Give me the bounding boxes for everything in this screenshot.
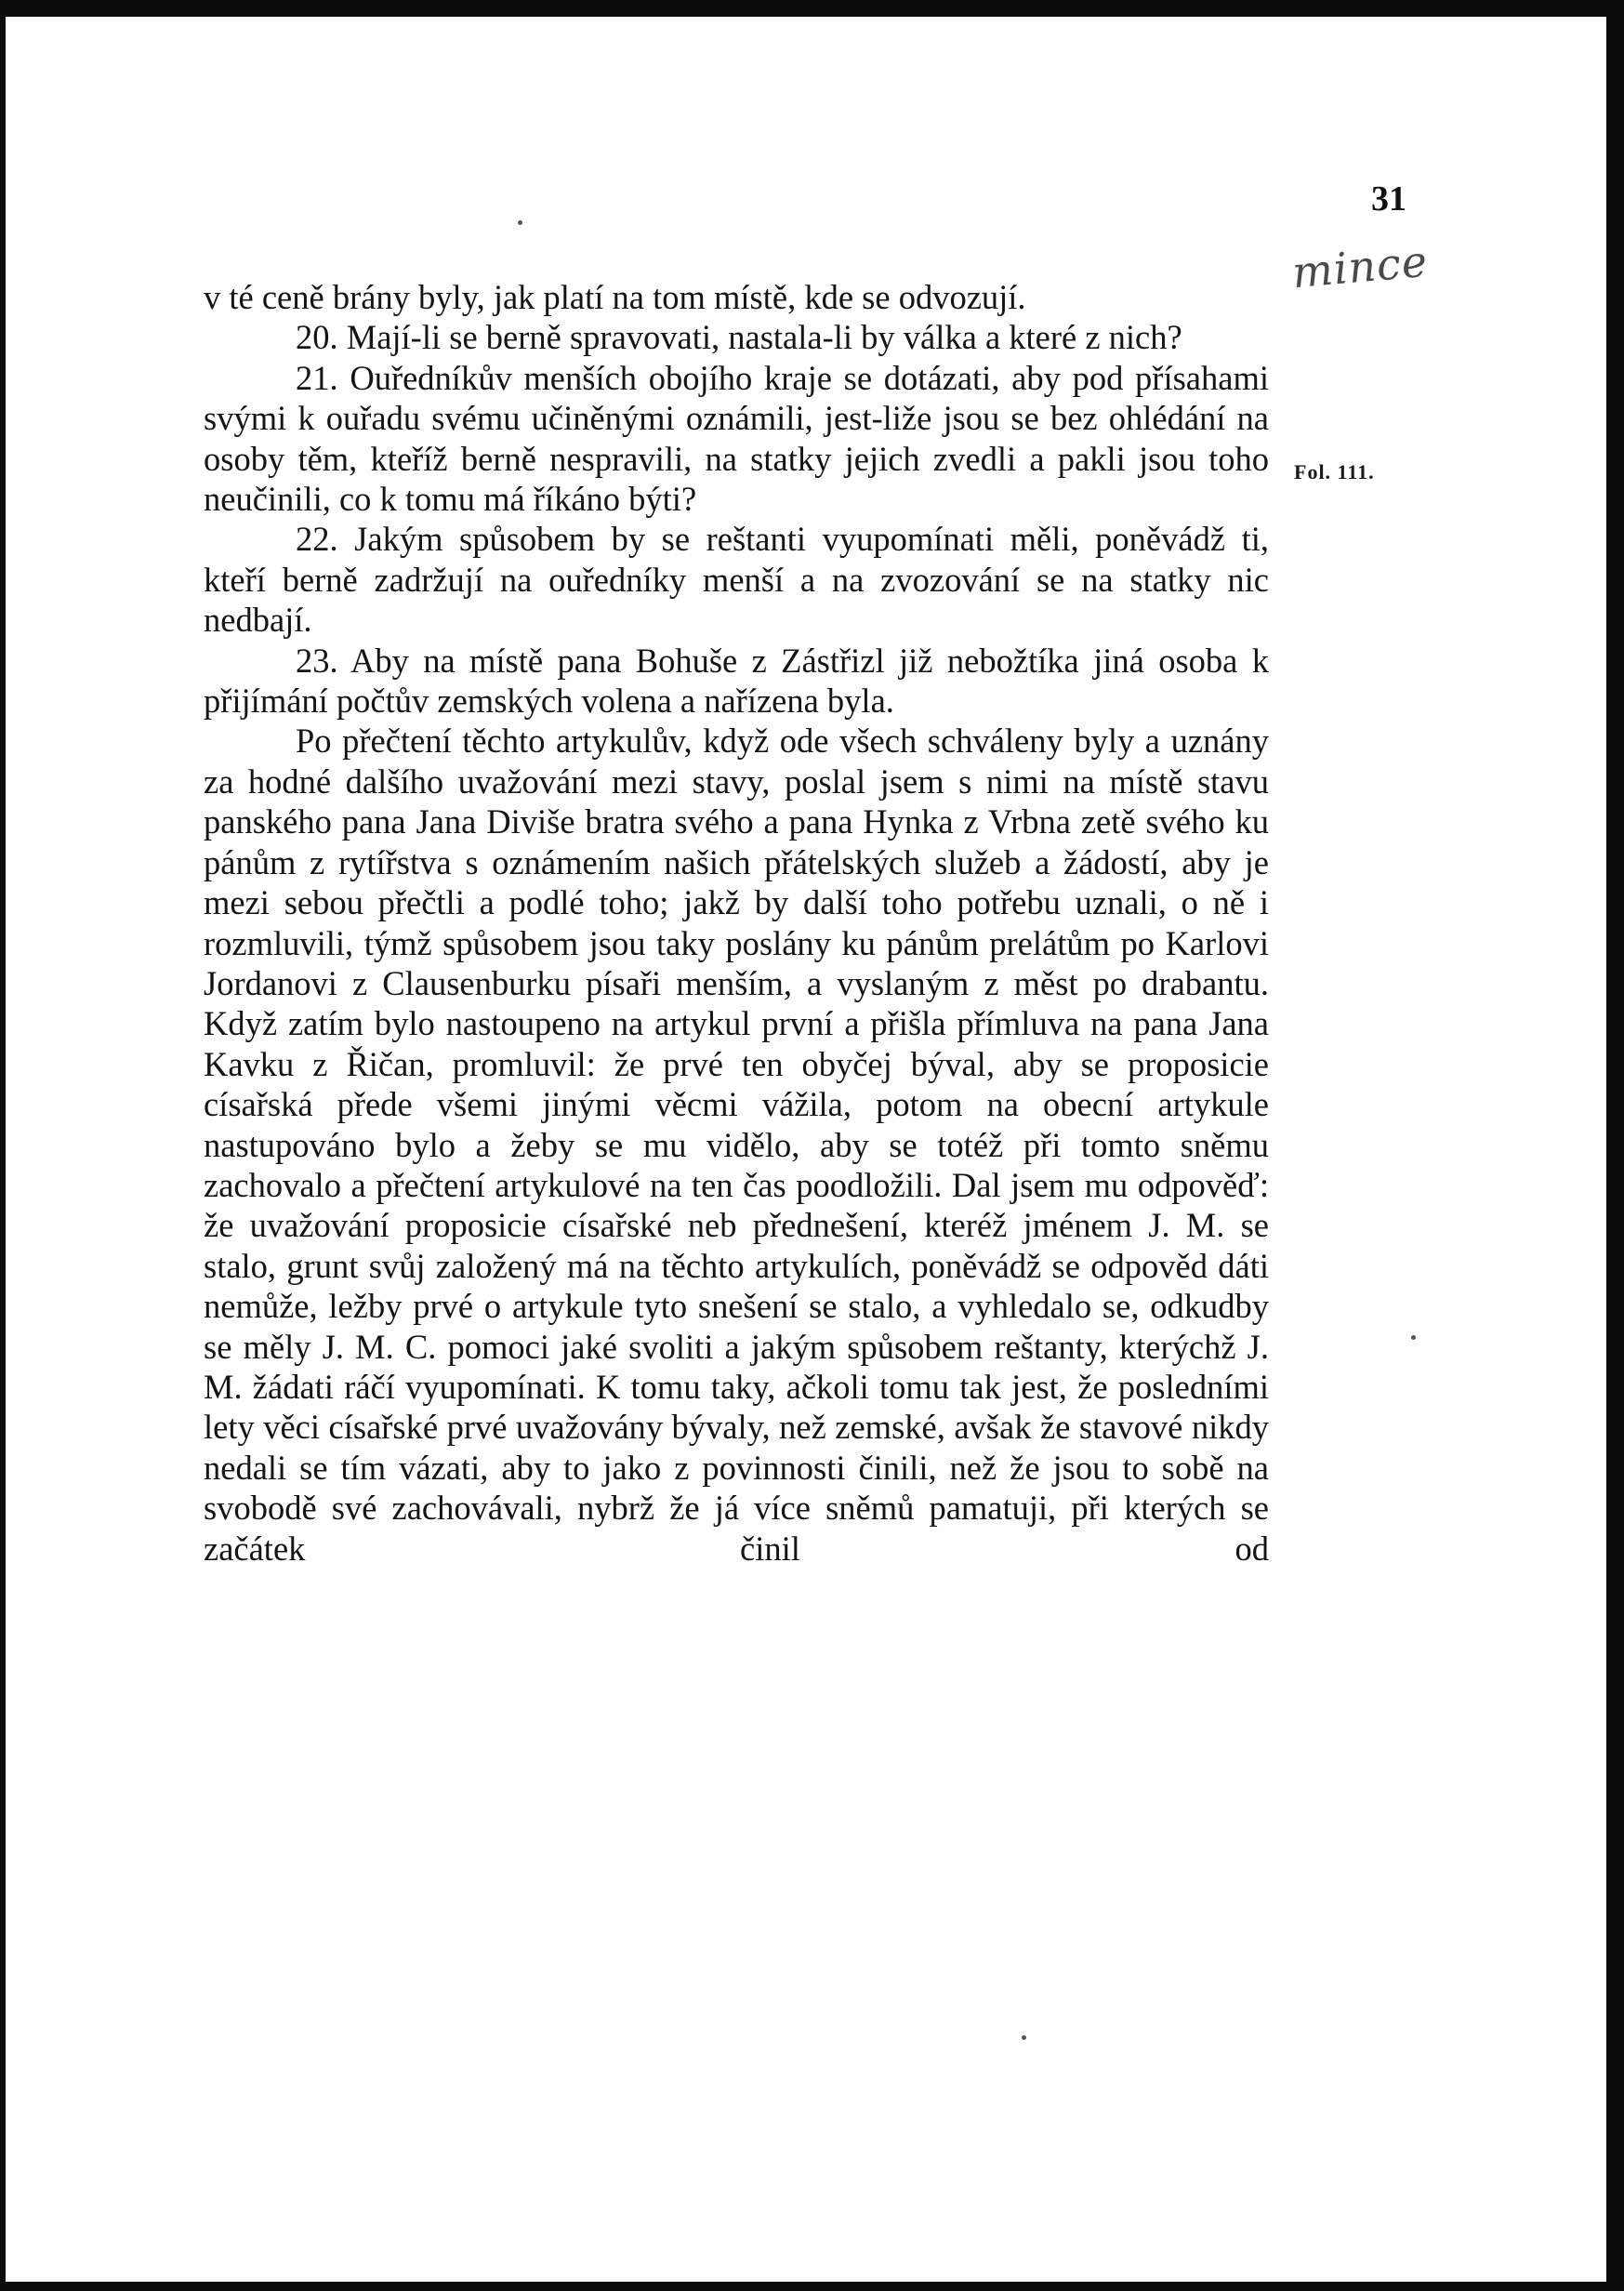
paragraph-article-21: 21. Ouředníkův menších obojího kraje se dotázati, aby pod přísahami svými k ouřadu svému učiněnými oznámili, jest-liže jsou se bez ohlédání na osoby těm, kteříž berně nespravili, na statky jejich zvedli a pakli jsou toho neučinili, co k tomu má říkáno býti? [204, 358, 1269, 519]
page-number: 31 [1371, 179, 1406, 219]
stray-mark [1022, 2035, 1026, 2040]
paragraph-article-23: 23. Aby na místě pana Bohuše z Zástřizl již nebožtíka jiná osoba k přijímání počtův zemských volena a nařízena byla. [204, 641, 1269, 721]
paragraph-article-22: 22. Jakým spůsobem by se reštanti vyupomínati měli, poněvádž ti, kteří berně zadržují na ouředníky menší a na zvozování se na statky nic nedbají. [204, 520, 1269, 640]
body-text [204, 277, 1269, 1569]
stray-mark [1411, 1335, 1416, 1340]
paragraph-article-20: 20. Mají-li se berně spravovati, nastala-li by válka a které z nich? [296, 318, 1182, 357]
handwritten-margin-note: mince [1289, 235, 1431, 298]
stray-mark [518, 220, 522, 225]
paragraph-narrative: Po přečtení těchto artykulův, když ode všech schváleny byly a uznány za hodné dalšího uvažování mezi stavy, poslal jsem s nimi na místě stavu panského pana Jana Diviše bratra svého a pana Hynka z Vrbna zetě svého ku pánům z rytířstva s oznámením našich přátelských služeb a žádostí, aby je mezi sebou přečtli a podlé toho; jakž by další toho potřebu uznali, o ně i rozmluvili, týmž spůsobem jsou taky poslány ku pánům prelátům po Karlovi Jordanovi z Clausenburku písaři menším, a vyslaným z měst po drabantu. Když zatím bylo nastoupeno na artykul první a přišla přímluva na pana Jana Kavku z Řičan, promluvil: že prvé ten obyčej býval, aby se proposicie císařská přede všemi jinými věcmi vážila, potom na obecní artykule nastupováno bylo a žeby se mu vidělo, aby se totéž při tomto sněmu zachovalo a přečtení artykulové na ten čas poodložili. Dal jsem mu odpověď: že uvažování proposicie císařské neb přednešení, kteréž jménem J. M. se stalo, grunt svůj založený má na těchto artykulích, poněvádž se odpověd dáti nemůže, ležby prvé o artykule tyto snešení se stalo, a vyhledalo se, odkudby se měly J. M. C. pomoci jaké svoliti a jakým spůsobem reštanty, kterýchž J. M. žádati ráčí vyupomínati. K tomu taky, ačkoli tomu tak jest, že posledními lety věci císařské prvé uvažovány bývaly, než zemské, avšak že stavové nikdy nedali se tím vázati, aby to jako z povinnosti činili, než že jsou to sobě na svobodě své zachovávali, nybrž že já více sněmů pamatuji, při kterých se začátek činil od [204, 722, 1269, 1568]
folio-margin-note: Fol. 111. [1294, 460, 1375, 483]
paragraph-continuation: v té ceně brány byly, jak platí na tom místě, kde se odvozují. [204, 278, 1026, 316]
